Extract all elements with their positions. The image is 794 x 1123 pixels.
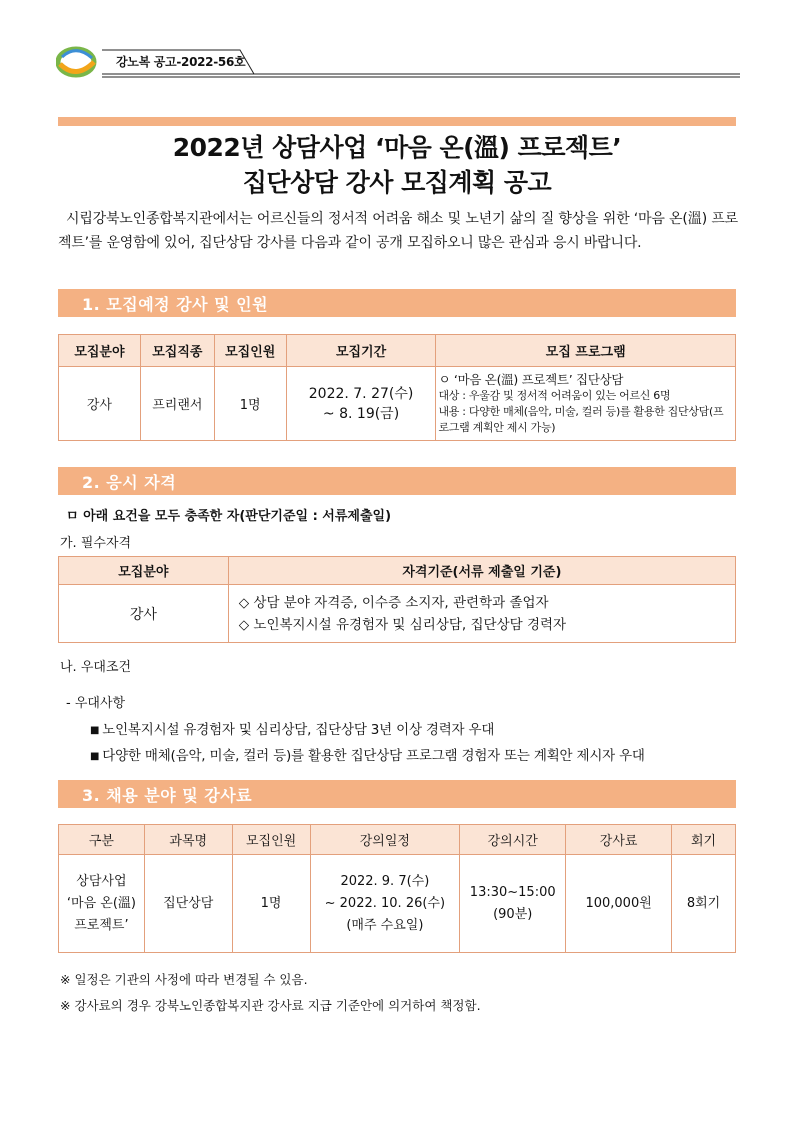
- footnote: ※ 강사료의 경우 강북노인종합복지관 강사료 지급 기준안에 의거하여 책정함.: [60, 998, 481, 1013]
- requirement-statement: ㅁ 아래 요건을 모두 충족한 자(판단기준일 : 서류제출일): [66, 509, 392, 524]
- schedule-line: 2022. 9. 7(수): [340, 873, 430, 889]
- required-qualification-label: 가. 필수자격: [60, 536, 132, 551]
- section-2-title: 2. 응시 자격: [82, 473, 177, 492]
- preference-item: ■ 다양한 매체(음악, 미술, 컬러 등)를 활용한 집단상담 프로그램 경험자 또는 계획안 제시자 우대: [90, 744, 645, 764]
- header-cell: 모집기간: [286, 335, 436, 367]
- section-1-title: 1. 모집예정 강사 및 인원: [82, 295, 269, 314]
- category-cell: [59, 855, 145, 953]
- time-cell: [460, 855, 566, 953]
- section-1-heading: [58, 289, 736, 317]
- title-accent-bar: [58, 117, 736, 126]
- table-header-row: [59, 557, 736, 585]
- schedule-cell: [310, 855, 460, 953]
- preference-sublabel: - 우대사항: [66, 696, 126, 711]
- section-3-heading: [58, 780, 736, 808]
- schedule-line: ~ 2022. 10. 26(수): [324, 895, 446, 911]
- preference-item: ■ 노인복지시설 유경험자 및 심리상담, 집단상담 3년 이상 경력자 우대: [90, 718, 494, 738]
- header-cell: 모집 프로그램: [436, 335, 736, 367]
- program-cell: [436, 367, 736, 441]
- time-line: 13:30~15:00: [469, 884, 556, 900]
- table-row: [59, 855, 736, 953]
- table-row: [59, 585, 736, 643]
- table-header-row: [59, 335, 736, 367]
- header-cell: 회기: [672, 825, 736, 855]
- period-end: ~ 8. 19(금): [322, 405, 400, 422]
- header-cell: 자격기준(서류 제출일 기준): [228, 557, 735, 585]
- header-cell: 강사료: [566, 825, 672, 855]
- period-cell: [286, 367, 436, 441]
- header-cell: 강의시간: [460, 825, 566, 855]
- criteria-item: ◇ 상담 분야 자격증, 이수증 소지자, 관련학과 졸업자: [238, 594, 549, 611]
- category-line: 프로젝트’: [74, 917, 129, 933]
- count-cell: 1명: [232, 855, 310, 953]
- document-number: 강노복 공고-2022-56호: [116, 55, 246, 69]
- recruitment-table: [58, 334, 736, 441]
- program-content: 내용 : 다양한 매체(음악, 미술, 컬러 등)를 활용한 집단상담(프로그램 계획안 제시 가능): [438, 404, 724, 434]
- intro-text: 시립강북노인종합복지관에서는 어르신들의 정서적 어려움 해소 및 노년기 삶의 질 향상을 위한 ‘마음 온(溫) 프로젝트’를 운영함에 있어, 집단상담 강사를 다음과 같이 공개 모집하오니 많은 관심과 응시 바랍니다.: [58, 211, 738, 251]
- intro-paragraph: [58, 207, 738, 255]
- header-cell: 모집직종: [140, 335, 214, 367]
- header-cell: 구분: [59, 825, 145, 855]
- section-3-title: 3. 채용 분야 및 강사료: [82, 786, 253, 805]
- program-target: 대상 : 우울감 및 정서적 어려움이 있는 어르신 6명: [438, 388, 671, 402]
- header-cell: 과목명: [144, 825, 232, 855]
- header-cell: 모집분야: [59, 335, 141, 367]
- program-title: ㅇ ‘마음 온(溫) 프로젝트’ 집단상담: [438, 371, 624, 387]
- fee-table: [58, 824, 736, 953]
- table-header-row: [59, 825, 736, 855]
- header-cell: 모집분야: [59, 557, 229, 585]
- title-line-1: 2022년 상담사업 ‘마음 온(溫) 프로젝트’: [172, 133, 622, 162]
- subject-cell: 집단상담: [144, 855, 232, 953]
- header-cell: 강의일정: [310, 825, 460, 855]
- qualification-table: [58, 556, 736, 643]
- header-cell: 모집인원: [214, 335, 286, 367]
- type-cell: 프리랜서: [140, 367, 214, 441]
- field-cell: 강사: [59, 367, 141, 441]
- table-row: [59, 367, 736, 441]
- criteria-cell: [228, 585, 735, 643]
- title-line-2: 집단상담 강사 모집계획 공고: [242, 168, 552, 197]
- footnote: ※ 일정은 기관의 사정에 따라 변경될 수 있음.: [60, 972, 308, 987]
- count-cell: 1명: [214, 367, 286, 441]
- category-line: 상담사업: [76, 873, 127, 889]
- fee-cell: 100,000원: [566, 855, 672, 953]
- header-cell: 모집인원: [232, 825, 310, 855]
- time-line: (90분): [493, 906, 533, 922]
- page-title: [58, 130, 736, 200]
- preference-label: 나. 우대조건: [60, 660, 132, 675]
- criteria-item: ◇ 노인복지시설 유경험자 및 심리상담, 집단상담 경력자: [238, 616, 567, 633]
- document-header: [56, 44, 740, 84]
- field-cell: 강사: [59, 585, 229, 643]
- category-line: ‘마음 온(溫): [66, 895, 136, 911]
- sessions-cell: 8회기: [672, 855, 736, 953]
- period-start: 2022. 7. 27(수): [308, 385, 414, 402]
- schedule-line: (매주 수요일): [346, 917, 424, 933]
- section-2-heading: [58, 467, 736, 495]
